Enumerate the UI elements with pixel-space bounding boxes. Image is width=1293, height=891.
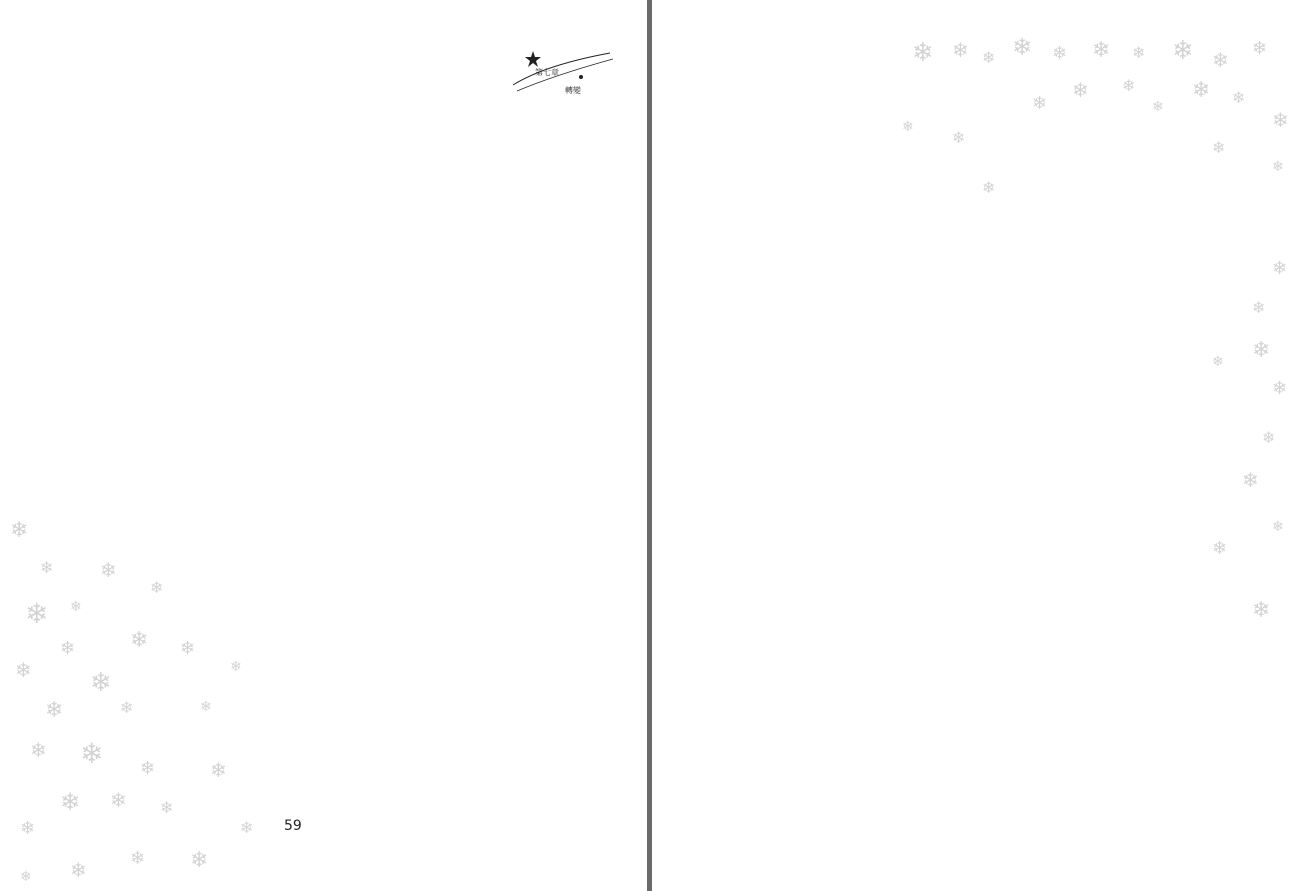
snowflake-icon: ❄ bbox=[120, 698, 134, 717]
snowflake-icon: ❄ bbox=[150, 578, 164, 597]
snowflake-icon: ❄ bbox=[982, 48, 996, 67]
snowflake-icon: ❄ bbox=[952, 128, 966, 147]
snowflake-icon: ❄ bbox=[1052, 43, 1068, 64]
snowflake-icon: ❄ bbox=[1212, 354, 1224, 370]
snowflake-icon: ❄ bbox=[1262, 428, 1276, 447]
snowflake-icon: ❄ bbox=[45, 698, 64, 723]
snowflake-icon: ❄ bbox=[1152, 99, 1164, 115]
snowflake-icon: ❄ bbox=[210, 758, 227, 782]
snowflake-icon: ❄ bbox=[982, 178, 996, 197]
chapter-title: 轉變 bbox=[565, 86, 581, 95]
chapter-number: 第七章 bbox=[535, 68, 559, 77]
snowflake-icon: ❄ bbox=[1242, 468, 1259, 492]
snowflake-icon: ❄ bbox=[912, 38, 934, 68]
snowflake-icon: ❄ bbox=[1272, 159, 1284, 175]
snowflake-icon: ❄ bbox=[1272, 108, 1289, 132]
snowflake-icon: ❄ bbox=[1012, 33, 1033, 61]
shooting-star-icon bbox=[505, 45, 615, 105]
snowflake-icon: ❄ bbox=[1122, 76, 1136, 95]
snowflake-icon: ❄ bbox=[230, 659, 242, 675]
snowflake-icon: ❄ bbox=[190, 848, 209, 873]
snowflake-icon: ❄ bbox=[200, 699, 212, 715]
right-page bbox=[652, 0, 1293, 891]
snowflake-icon: ❄ bbox=[952, 38, 969, 62]
snowflake-icon: ❄ bbox=[40, 558, 54, 577]
snowflake-icon: ❄ bbox=[1132, 43, 1146, 62]
snowflake-icon: ❄ bbox=[1212, 138, 1226, 157]
snowflake-icon: ❄ bbox=[1252, 38, 1268, 59]
snowflake-icon: ❄ bbox=[30, 738, 47, 762]
snowflake-icon: ❄ bbox=[1272, 378, 1288, 399]
snowflake-icon: ❄ bbox=[10, 518, 29, 543]
snowflake-icon: ❄ bbox=[1272, 519, 1284, 535]
snowflake-icon: ❄ bbox=[1092, 38, 1111, 63]
snowflake-icon: ❄ bbox=[140, 758, 156, 779]
snowflake-icon: ❄ bbox=[130, 628, 149, 653]
snowflake-icon: ❄ bbox=[1252, 598, 1271, 623]
snowflake-icon: ❄ bbox=[100, 558, 117, 582]
snowflake-icon: ❄ bbox=[130, 848, 146, 869]
snowflake-icon: ❄ bbox=[60, 788, 81, 816]
snowflake-icon: ❄ bbox=[110, 788, 127, 812]
snowflake-icon: ❄ bbox=[70, 599, 82, 615]
snowflake-icon: ❄ bbox=[1032, 93, 1048, 114]
snowflake-icon: ❄ bbox=[1192, 78, 1211, 103]
snowflake-icon: ❄ bbox=[1212, 48, 1229, 72]
snowflake-icon: ❄ bbox=[1272, 258, 1288, 279]
snowflake-icon: ❄ bbox=[1212, 538, 1228, 559]
snowflake-icon: ❄ bbox=[80, 737, 104, 770]
snowflake-icon: ❄ bbox=[1172, 36, 1194, 66]
snowflake-icon: ❄ bbox=[90, 668, 112, 698]
snowflake-icon: ❄ bbox=[1252, 298, 1266, 317]
snowflake-icon: ❄ bbox=[180, 638, 196, 659]
snowflake-icon: ❄ bbox=[240, 818, 254, 837]
snowflake-icon: ❄ bbox=[902, 119, 914, 135]
snowflake-icon: ❄ bbox=[60, 638, 76, 659]
snowflake-icon: ❄ bbox=[1072, 78, 1089, 102]
snowflake-icon: ❄ bbox=[25, 597, 49, 630]
snowflake-icon: ❄ bbox=[1232, 88, 1246, 107]
snowflake-icon: ❄ bbox=[15, 658, 32, 682]
snowflake-icon: ❄ bbox=[20, 869, 32, 885]
snowflake-icon: ❄ bbox=[70, 858, 87, 882]
snowflake-icon: ❄ bbox=[20, 818, 36, 839]
snowflake-icon: ❄ bbox=[160, 798, 174, 817]
snowflake-icon: ❄ bbox=[1252, 338, 1271, 363]
page-number: 59 bbox=[284, 818, 302, 834]
chapter-mark bbox=[505, 45, 615, 105]
